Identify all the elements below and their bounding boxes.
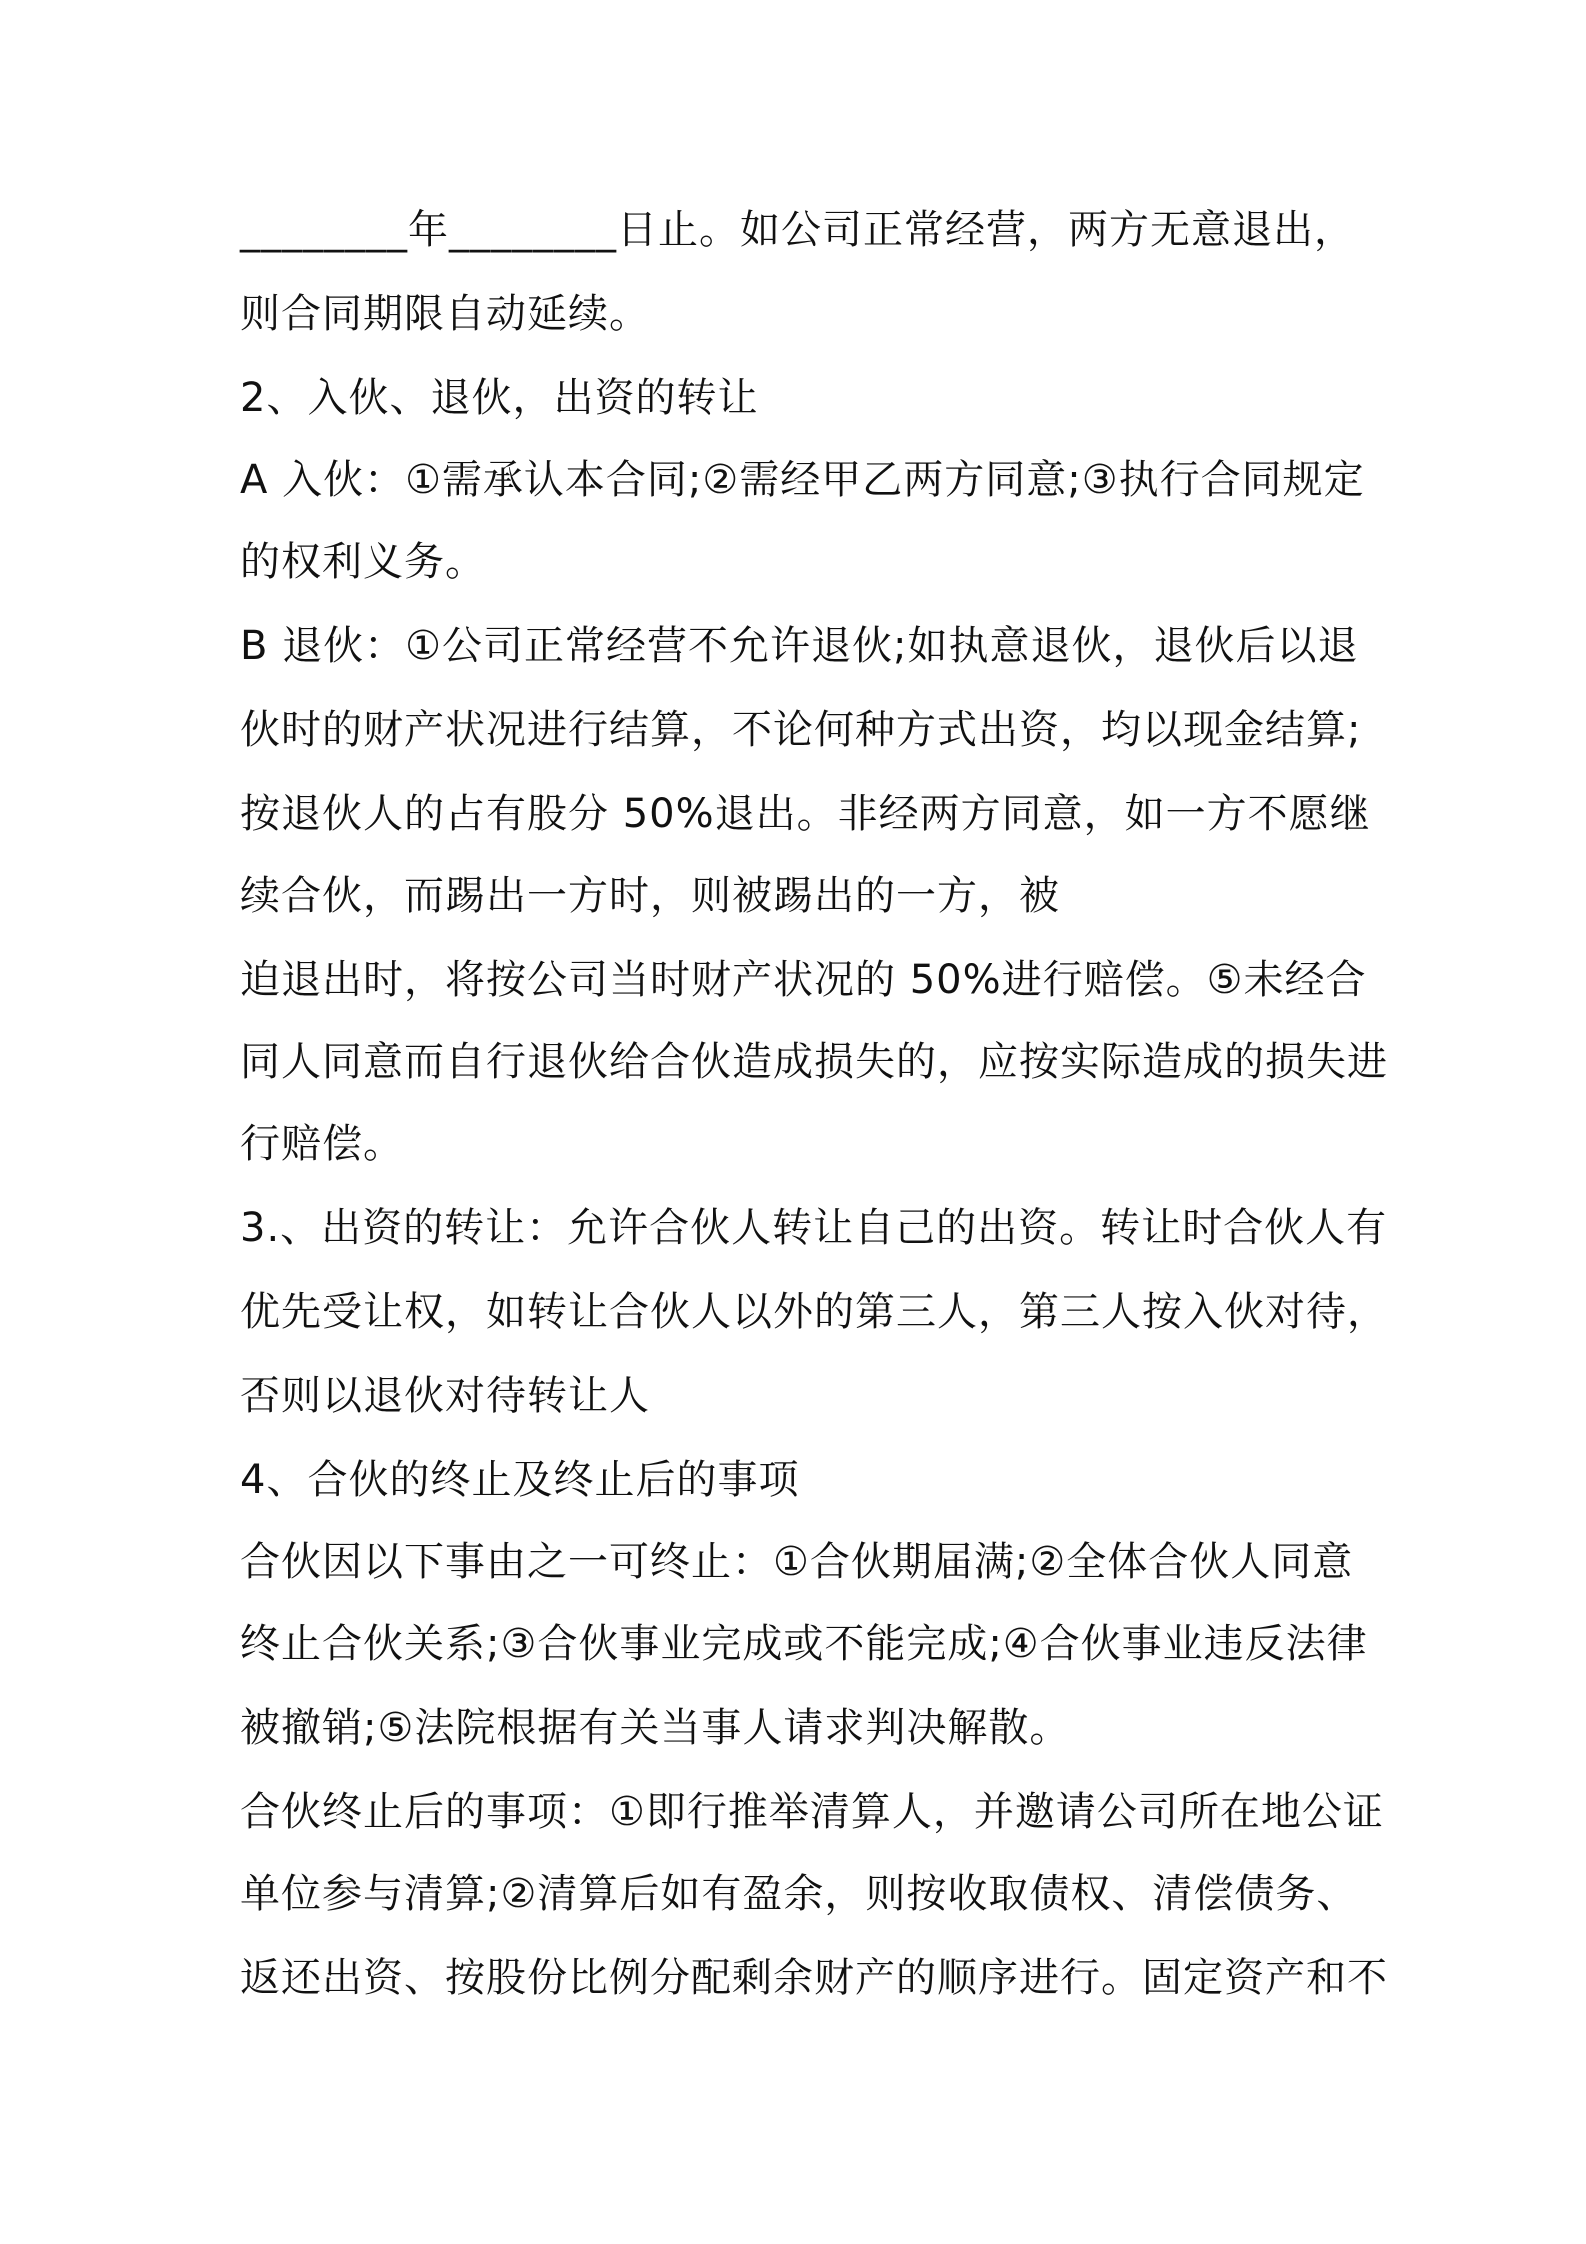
text-line: 3.、出资的转让：允许合伙人转让自己的出资。转让时合伙人有 — [240, 1205, 1388, 1251]
text-line: 续合伙，而踢出一方时，则被踢出的一方，被 — [240, 873, 1060, 919]
text-line: A 入伙：①需承认本合同;②需经甲乙两方同意;③执行合同规定 — [240, 457, 1365, 503]
text-line: 则合同期限自动延续。 — [240, 291, 650, 337]
text-line: 合伙因以下事由之一可终止：①合伙期届满;②全体合伙人同意 — [240, 1539, 1354, 1585]
text-line: B 退伙：①公司正常经营不允许退伙;如执意退伙，退伙后以退 — [240, 623, 1359, 669]
text-line: 被撤销;⑤法院根据有关当事人请求判决解散。 — [240, 1705, 1071, 1751]
text-line: 伙时的财产状况进行结算，不论何种方式出资，均以现金结算; — [240, 707, 1362, 753]
text-line: 迫退出时，将按公司当时财产状况的 50%进行赔偿。⑤未经合 — [240, 957, 1367, 1003]
text-line: 否则以退伙对待转让人 — [240, 1373, 650, 1419]
section-heading: 2、入伙、退伙，出资的转让 — [240, 375, 759, 421]
text-line: ________年________日止。如公司正常经营，两方无意退出， — [240, 207, 1355, 253]
text-line: 返还出资、按股份比例分配剩余财产的顺序进行。固定资产和不 — [240, 1955, 1388, 2001]
text-line: 的权利义务。 — [240, 539, 486, 585]
text-line: 按退伙人的占有股分 50%退出。非经两方同意，如一方不愿继 — [240, 791, 1371, 837]
text-line: 优先受让权，如转让合伙人以外的第三人，第三人按入伙对待， — [240, 1289, 1388, 1335]
section-heading: 4、合伙的终止及终止后的事项 — [240, 1457, 800, 1503]
text-line: 行赔偿。 — [240, 1121, 404, 1167]
text-line: 终止合伙关系;③合伙事业完成或不能完成;④合伙事业违反法律 — [240, 1621, 1368, 1667]
text-line: 合伙终止后的事项：①即行推举清算人，并邀请公司所在地公证 — [240, 1789, 1384, 1835]
text-line: 同人同意而自行退伙给合伙造成损失的，应按实际造成的损失进 — [240, 1039, 1388, 1085]
text-line: 单位参与清算;②清算后如有盈余，则按收取债权、清偿债务、 — [240, 1871, 1358, 1917]
